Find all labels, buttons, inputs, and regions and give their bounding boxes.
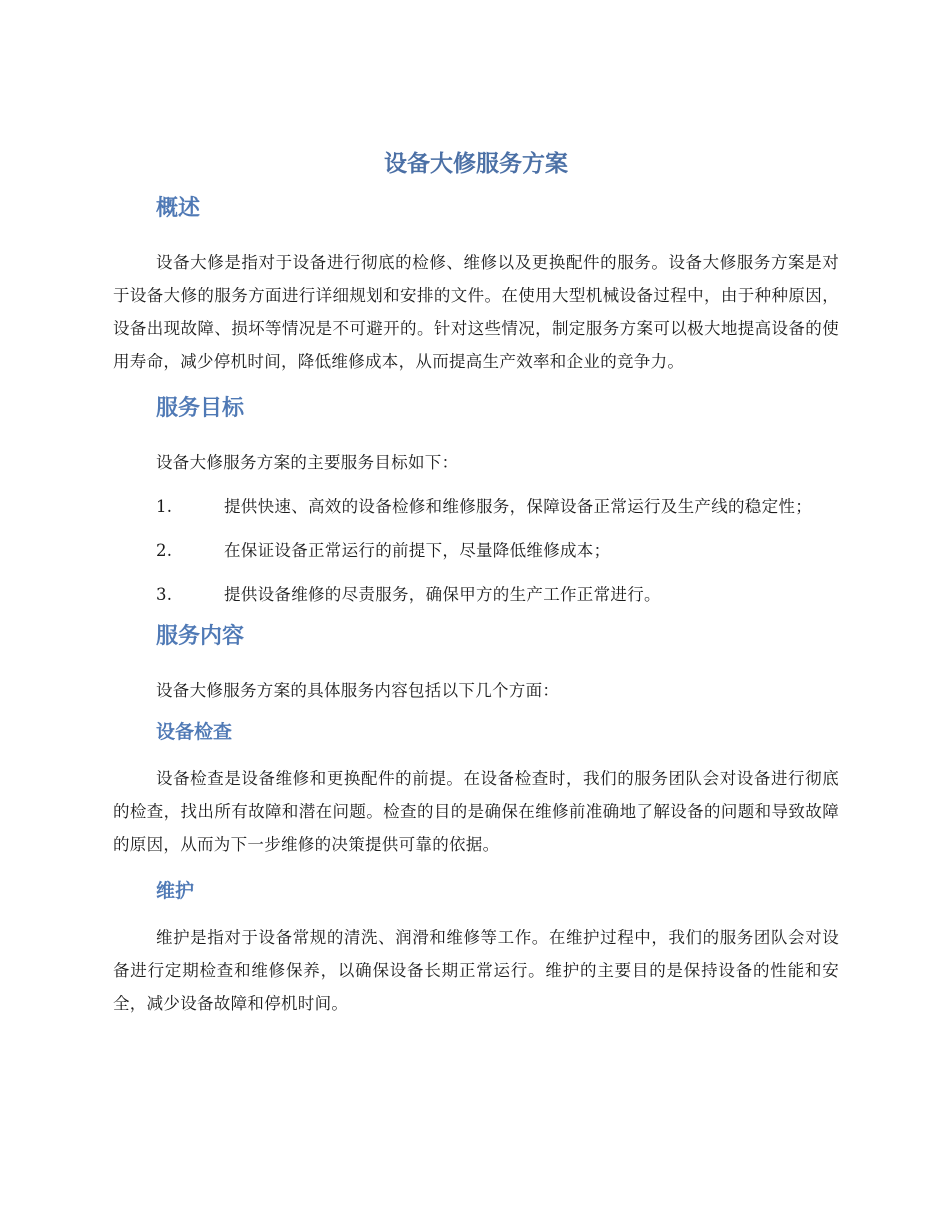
document-title: 设备大修服务方案 (384, 151, 568, 177)
subsection-heading-inspection: 设备检查 (156, 721, 233, 743)
goal-list-item (113, 578, 839, 611)
section-heading-content: 服务内容 (156, 624, 245, 649)
maintenance-paragraph: 维护是指对于设备常规的清洗、润滑和维修等工作。在维护过程中，我们的服务团队会对设备进行定期检查和维修保养，以确保设备长期正常运行。维护的主要目的是保持设备的性能和安全，减少设备故障和停机时间。 (113, 928, 839, 1013)
content-lead: 设备大修服务方案的具体服务内容包括以下几个方面： (156, 681, 560, 700)
goal-number: 3. (156, 585, 173, 604)
document-page (113, 146, 839, 1036)
goal-list-item (113, 534, 839, 567)
goal-list-item (113, 490, 839, 523)
overview-paragraph: 设备大修是指对于设备进行彻底的检修、维修以及更换配件的服务。设备大修服务方案是对于设备大修的服务方面进行详细规划和安排的文件。在使用大型机械设备过程中，由于种种原因，设备出现故障、损坏等情况是不可避开的。针对这些情况，制定服务方案可以极大地提高设备的使用寿命，减少停机时间，降低维修成本，从而提高生产效率和企业的竞争力。 (113, 253, 839, 371)
goal-number: 1. (156, 497, 173, 516)
section-heading-overview: 概述 (156, 196, 201, 221)
goal-number: 2. (156, 541, 173, 560)
goal-text: 提供设备维修的尽责服务，确保甲方的生产工作正常进行。 (224, 585, 661, 604)
goal-text: 提供快速、高效的设备检修和维修服务，保障设备正常运行及生产线的稳定性； (224, 497, 812, 516)
subsection-heading-maintenance: 维护 (156, 880, 195, 902)
goals-lead: 设备大修服务方案的主要服务目标如下： (156, 453, 459, 472)
section-heading-goals: 服务目标 (156, 396, 245, 421)
goal-text: 在保证设备正常运行的前提下，尽量降低维修成本； (224, 541, 611, 560)
inspection-paragraph: 设备检查是设备维修和更换配件的前提。在设备检查时，我们的服务团队会对设备进行彻底的检查，找出所有故障和潜在问题。检查的目的是确保在维修前准确地了解设备的问题和导致故障的原因，从而为下一步维修的决策提供可靠的依据。 (113, 769, 839, 854)
